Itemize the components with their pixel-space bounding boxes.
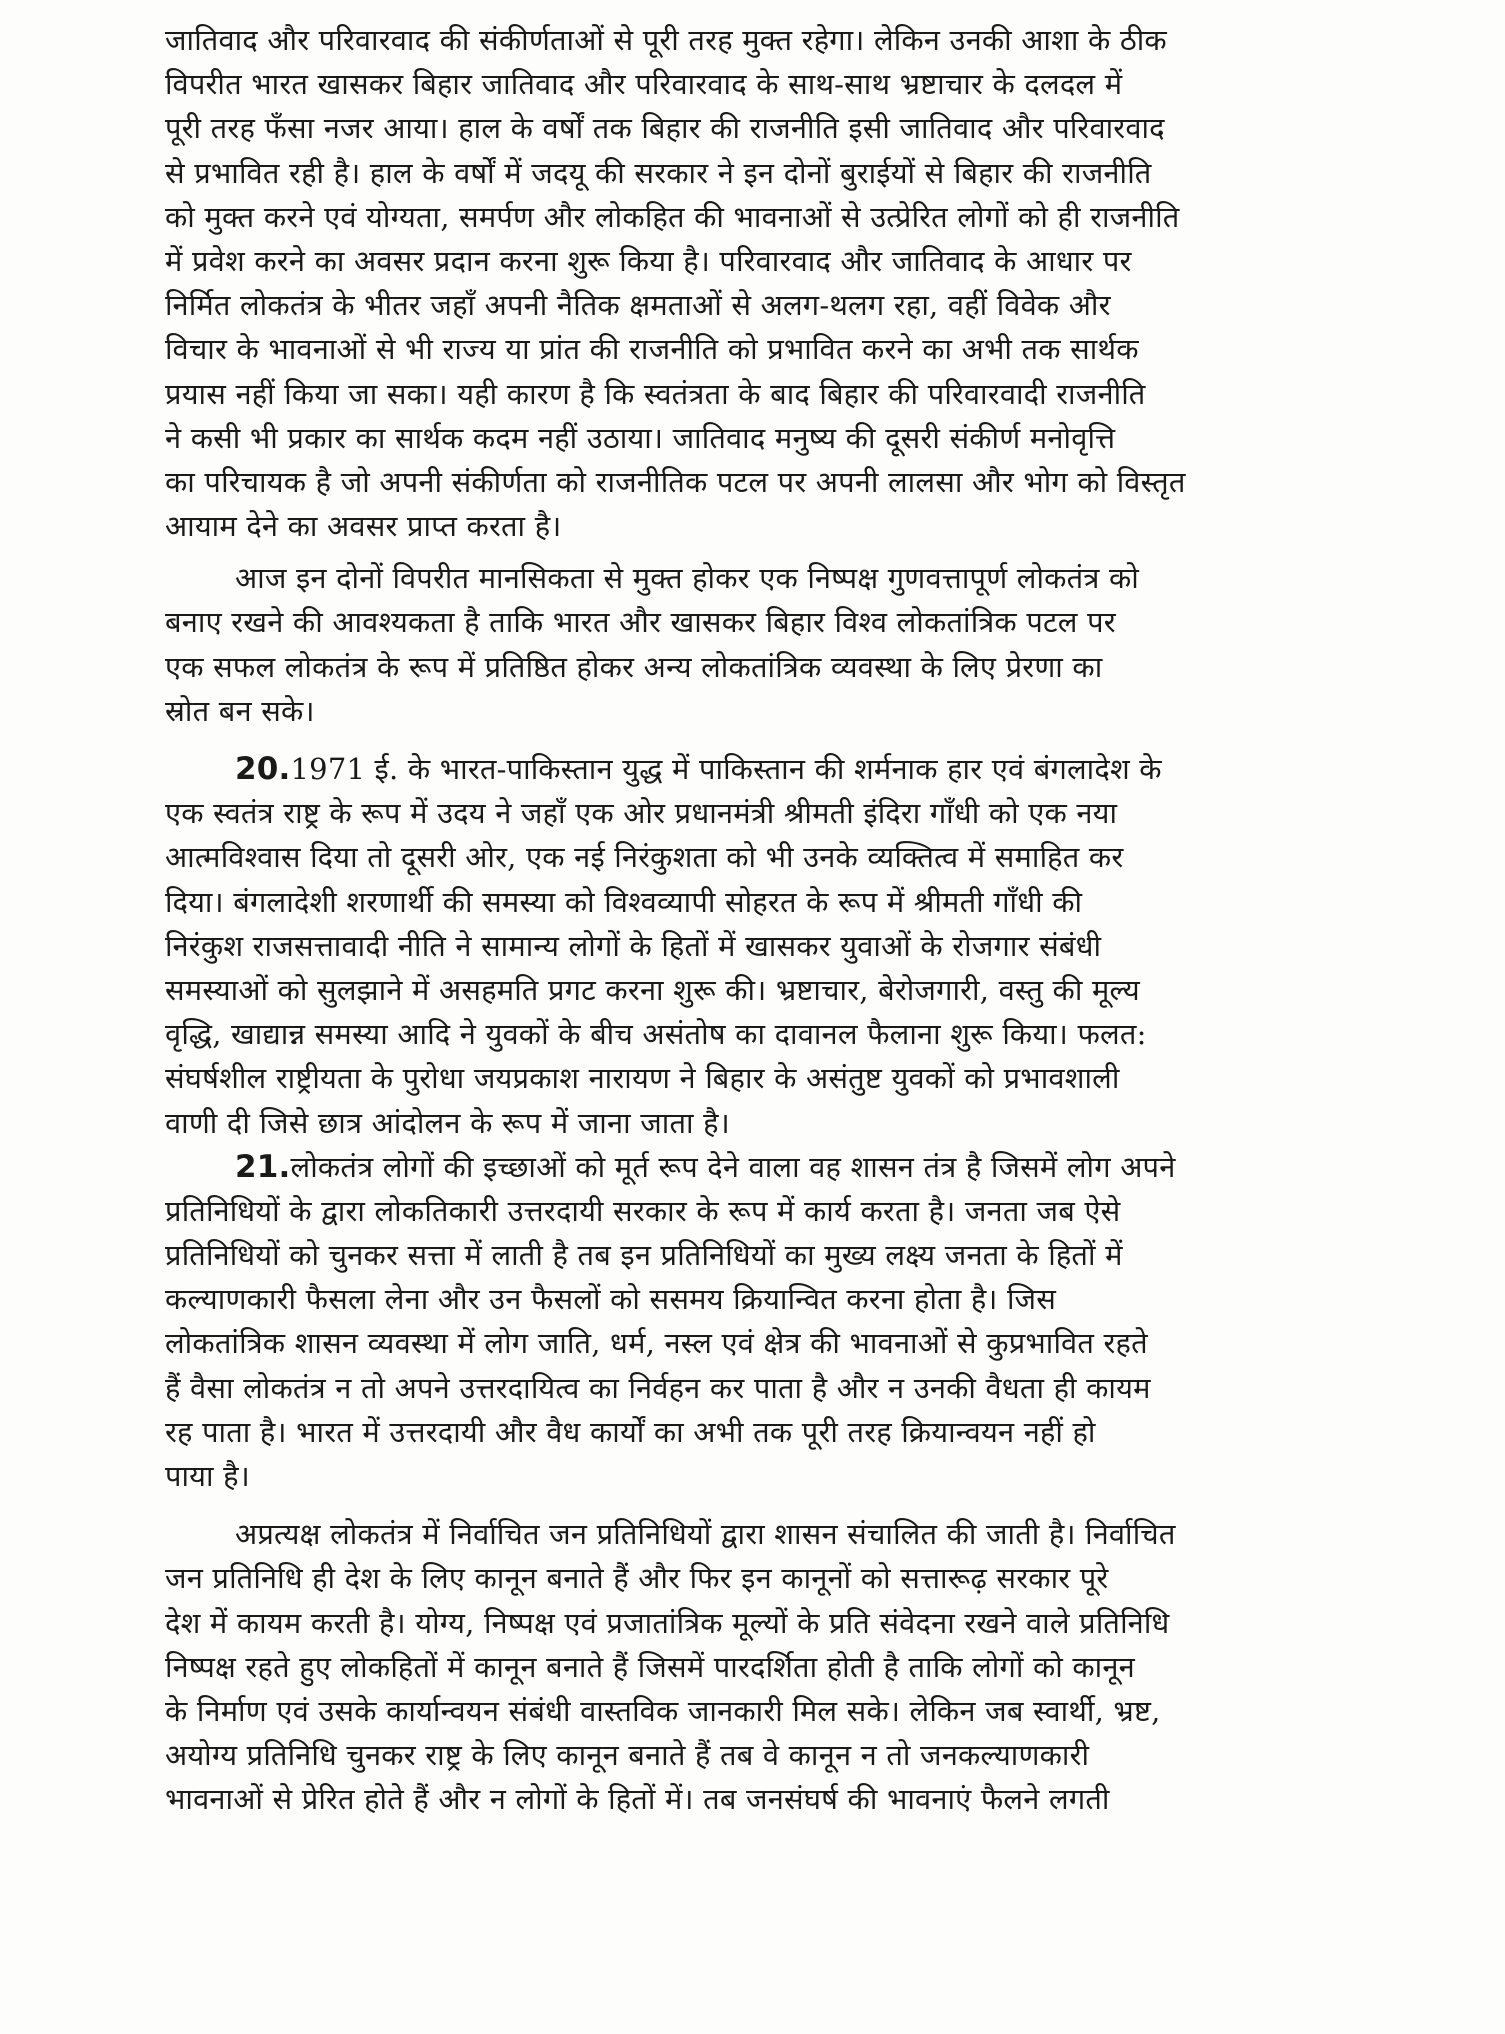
paragraph-2 — [165, 556, 1340, 733]
text-line: निरंकुश राजसत्तावादी नीति ने सामान्य लोगों के हितों में खासकर युवाओं के रोजगार संबंधी — [165, 928, 1102, 963]
answer-21-first-line — [165, 1145, 1340, 1189]
answer-number: 20. — [235, 751, 291, 787]
text-line: बनाए रखने की आवश्यकता है ताकि भारत और खासकर बिहार विश्व लोकतांत्रिक पटल पर — [165, 605, 1116, 640]
text-line: विपरीत भारत खासकर बिहार जातिवाद और परिवारवाद के साथ-साथ भ्रष्टाचार के दलदल में — [165, 67, 1123, 102]
text-line: निष्पक्ष रहते हुए लोकहितों में कानून बनाते हैं जिसमें पारदर्शिता होती है ताकि लोगों को कानून — [165, 1649, 1135, 1684]
text-line: आत्मविश्वास दिया तो दूसरी ओर, एक नई निरंकुशता को भी उनके व्यक्तित्व में समाहित कर — [165, 840, 1124, 875]
text-line: लोकतंत्र लोगों की इच्छाओं को मूर्त रूप देने वाला वह शासन तंत्र है जिसमें लोग अपने — [290, 1149, 1176, 1184]
text-line: के निर्माण एवं उसके कार्यान्वयन संबंधी वास्तविक जानकारी मिल सके। लेकिन जब स्वार्थी, भ्रष्ट, — [165, 1693, 1161, 1728]
text-line: लोकतांत्रिक शासन व्यवस्था में लोग जाति, धर्म, नस्ल एवं क्षेत्र की भावनाओं से कुप्रभावित रहते — [165, 1326, 1148, 1361]
text-line: निर्मित लोकतंत्र के भीतर जहाँ अपनी नैतिक क्षमताओं से अलग-थलग रहा, वहीं विवेक और — [165, 288, 1111, 323]
text-line: विचार के भावनाओं से भी राज्य या प्रांत की राजनीति को प्रभावित करने का अभी तक सार्थक — [165, 332, 1139, 367]
text-line: में प्रवेश करने का अवसर प्रदान करना शुरू किया है। परिवारवाद और जातिवाद के आधार पर — [165, 243, 1132, 278]
answer-20 — [165, 747, 1340, 1145]
text-line: दिया। बंगलादेशी शरणार्थी की समस्या को विश्वव्यापी सोहरत के रूप में श्रीमती गाँधी की — [165, 884, 1083, 919]
text-line: प्रतिनिधियों को चुनकर सत्ता में लाती है तब इन प्रतिनिधियों का मुख्य लक्ष्य जनता के हितों में — [165, 1238, 1123, 1273]
text-line: से प्रभावित रही है। हाल के वर्षों में जदयू की सरकार ने इन दोनों बुराईयों से बिहार की राजनीति — [165, 155, 1152, 190]
text-line: जातिवाद और परिवारवाद की संकीर्णताओं से पूरी तरह मुक्त रहेगा। लेकिन उनकी आशा के ठीक — [165, 23, 1167, 57]
text-line: हैं वैसा लोकतंत्र न तो अपने उत्तरदायित्व का निर्वहन कर पाता है और न उनकी वैधता ही कायम — [165, 1370, 1151, 1405]
text-line: प्रतिनिधियों के द्वारा लोकतिकारी उत्तरदायी सरकार के रूप में कार्य करता है। जनता जब ऐसे — [165, 1193, 1121, 1228]
text-line: भावनाओं से प्रेरित होते हैं और न लोगों के हितों में। तब जनसंघर्ष की भावनाएं फैलने लगती — [165, 1782, 1110, 1817]
text-line: वाणी दी जिसे छात्र आंदोलन के रूप में जाना जाता है। — [165, 1105, 730, 1140]
text-line: को मुक्त करने एवं योग्यता, समर्पण और लोकहित की भावनाओं से उत्प्रेरित लोगों को ही राजनीति — [165, 199, 1180, 234]
text-line: कल्याणकारी फैसला लेना और उन फैसलों को ससमय क्रियान्वित करना होता है। जिस — [165, 1282, 1057, 1317]
text-line: वृद्धि, खाद्यान्न समस्या आदि ने युवकों के बीच असंतोष का दावानल फैलाना शुरू किया। फलत: — [165, 1017, 1147, 1052]
text-line: अप्रत्यक्ष लोकतंत्र में निर्वाचित जन प्रतिनिधियों द्वारा शासन संचालित की जाती है। निर्वाचित — [235, 1517, 1176, 1552]
text-line: का परिचायक है जो अपनी संकीर्णता को राजनीतिक पटल पर अपनी लालसा और भोग को विस्तृत — [165, 464, 1186, 499]
answer-20-first-line — [165, 747, 1340, 791]
paragraph-1 — [165, 18, 1340, 548]
text-line: संघर्षशील राष्ट्रीयता के पुरोधा जयप्रकाश नारायण ने बिहार के असंतुष्ट युवकों को प्रभावशाली — [165, 1061, 1120, 1096]
text-line: रह पाता है। भारत में उत्तरदायी और वैध कार्यों का अभी तक पूरी तरह क्रियान्वयन नहीं हो — [165, 1414, 1096, 1449]
text-line: पूरी तरह फँसा नजर आया। हाल के वर्षों तक बिहार की राजनीति इसी जातिवाद और परिवारवाद — [165, 111, 1165, 146]
text-line: प्रयास नहीं किया जा सका। यही कारण है कि स्वतंत्रता के बाद बिहार की परिवारवादी राजनीति — [165, 376, 1146, 411]
answer-number: 21. — [235, 1148, 291, 1185]
text-line: एक स्वतंत्र राष्ट्र के रूप में उदय ने जहाँ एक ओर प्रधानमंत्री श्रीमती इंदिरा गाँधी को एक नया — [165, 796, 1118, 831]
page-content — [165, 18, 1340, 1822]
text-line: आज इन दोनों विपरीत मानसिकता से मुक्त होकर एक निष्पक्ष गुणवत्तापूर्ण लोकतंत्र को — [235, 561, 1139, 596]
text-line: एक सफल लोकतंत्र के रूप में प्रतिष्ठित होकर अन्य लोकतांत्रिक व्यवस्था के लिए प्रेरणा का — [165, 649, 1103, 684]
text-line: 1971 ई. के भारत-पाकिस्तान युद्ध में पाकिस्तान की शर्मनाक हार एवं बंगलादेश के — [290, 752, 1162, 786]
paragraph-3 — [165, 1512, 1340, 1821]
text-line: जन प्रतिनिधि ही देश के लिए कानून बनाते हैं और फिर इन कानूनों को सत्तारूढ़ सरकार पूरे — [165, 1561, 1109, 1596]
text-line: अयोग्य प्रतिनिधि चुनकर राष्ट्र के लिए कानून बनाते हैं तब वे कानून न तो जनकल्याणकारी — [165, 1738, 1090, 1773]
text-line: आयाम देने का अवसर प्राप्त करता है। — [165, 509, 562, 544]
answer-21 — [165, 1145, 1340, 1499]
text-line: स्रोत बन सके। — [165, 693, 315, 728]
text-line: देश में कायम करती है। योग्य, निष्पक्ष एवं प्रजातांत्रिक मूल्यों के प्रति संवेदना रखने वाले प्रतिनिधि — [165, 1605, 1170, 1640]
text-line: समस्याओं को सुलझाने में असहमति प्रगट करना शुरू की। भ्रष्टाचार, बेरोजगारी, वस्तु की मूल्य — [165, 972, 1140, 1007]
text-line: पाया है। — [165, 1459, 250, 1493]
text-line: ने कसी भी प्रकार का सार्थक कदम नहीं उठाया। जातिवाद मनुष्य की दूसरी संकीर्ण मनोवृत्ति — [165, 420, 1116, 455]
